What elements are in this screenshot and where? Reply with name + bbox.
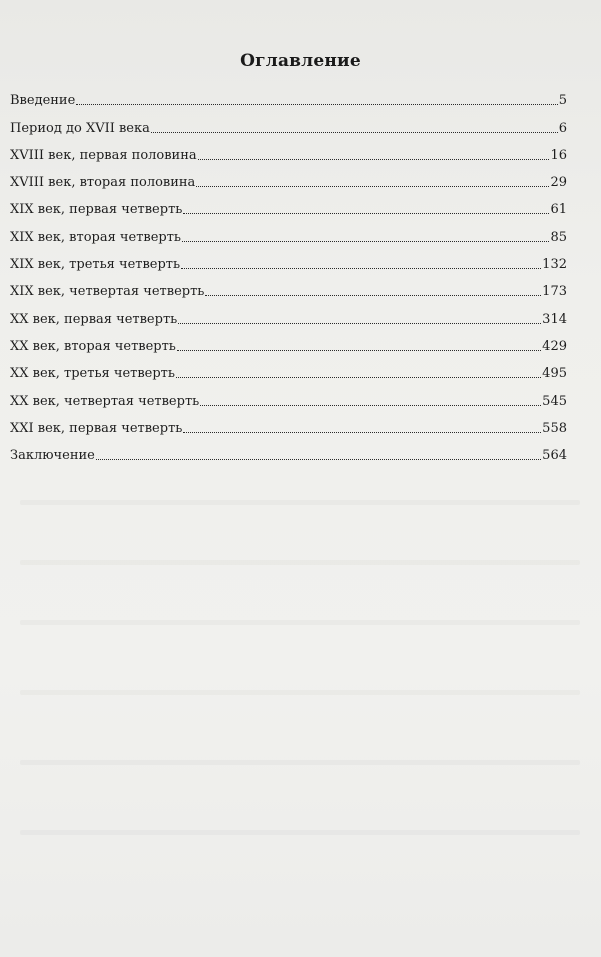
toc-entry[interactable] bbox=[10, 410, 567, 437]
toc-entry-page-number: 558 bbox=[542, 420, 567, 436]
toc-entry[interactable] bbox=[10, 273, 567, 300]
toc-entry-page-number: 314 bbox=[542, 311, 567, 327]
dot-leader bbox=[177, 350, 541, 351]
dot-leader bbox=[183, 213, 549, 214]
dot-leader bbox=[182, 241, 549, 242]
toc-entry-page-number: 132 bbox=[542, 257, 567, 273]
dot-leader bbox=[183, 432, 541, 433]
toc-entry[interactable] bbox=[10, 355, 567, 382]
dot-leader bbox=[178, 323, 541, 324]
toc-entry-page-number: 564 bbox=[542, 448, 567, 464]
toc-entry[interactable] bbox=[10, 191, 567, 218]
toc-entry[interactable] bbox=[10, 328, 567, 355]
toc-entry[interactable] bbox=[10, 137, 567, 164]
dot-leader bbox=[176, 377, 541, 378]
toc-entry[interactable] bbox=[10, 218, 567, 245]
toc-entry[interactable] bbox=[10, 82, 567, 109]
bleed-through-line bbox=[20, 760, 580, 765]
toc-entry[interactable] bbox=[10, 300, 567, 327]
table-of-contents bbox=[10, 82, 567, 464]
toc-entry-label: XIX век, четвертая четверть bbox=[10, 284, 205, 300]
toc-entry-label: Введение bbox=[10, 93, 76, 109]
dot-leader bbox=[181, 268, 541, 269]
toc-entry-page-number: 545 bbox=[542, 393, 567, 409]
dot-leader bbox=[96, 459, 541, 460]
dot-leader bbox=[198, 159, 550, 160]
toc-entry-label: XX век, третья четверть bbox=[10, 366, 175, 382]
dot-leader bbox=[205, 295, 541, 296]
toc-entry[interactable] bbox=[10, 437, 567, 464]
bleed-through-line bbox=[20, 500, 580, 505]
toc-entry-label: XIX век, третья четверть bbox=[10, 257, 181, 273]
toc-entry-label: XIX век, вторая четверть bbox=[10, 229, 182, 245]
toc-entry[interactable] bbox=[10, 109, 567, 136]
page-title: Оглавление bbox=[240, 51, 361, 71]
toc-entry-label: XIX век, первая четверть bbox=[10, 202, 183, 218]
toc-entry[interactable] bbox=[10, 382, 567, 409]
toc-entry-page-number: 16 bbox=[550, 147, 567, 163]
toc-entry-page-number: 5 bbox=[558, 93, 567, 109]
toc-entry-label: XVIII век, первая половина bbox=[10, 147, 197, 163]
toc-entry-label: XX век, вторая четверть bbox=[10, 338, 176, 354]
dot-leader bbox=[76, 104, 557, 105]
toc-entry-page-number: 29 bbox=[550, 175, 567, 191]
toc-entry-page-number: 85 bbox=[550, 229, 567, 245]
dot-leader bbox=[196, 186, 549, 187]
toc-entry-page-number: 61 bbox=[550, 202, 567, 218]
toc-entry-label: XX век, четвертая четверть bbox=[10, 393, 200, 409]
toc-entry-label: XXI век, первая четверть bbox=[10, 420, 183, 436]
bleed-through-line bbox=[20, 560, 580, 565]
bleed-through-line bbox=[20, 830, 580, 835]
toc-entry-page-number: 6 bbox=[558, 120, 567, 136]
toc-entry[interactable] bbox=[10, 246, 567, 273]
dot-leader bbox=[200, 405, 541, 406]
toc-entry-page-number: 429 bbox=[542, 338, 567, 354]
toc-entry[interactable] bbox=[10, 164, 567, 191]
toc-entry-label: XVIII век, вторая половина bbox=[10, 175, 196, 191]
bleed-through-line bbox=[20, 620, 580, 625]
dot-leader bbox=[151, 132, 558, 133]
toc-entry-label: XX век, первая четверть bbox=[10, 311, 178, 327]
toc-entry-label: Заключение bbox=[10, 448, 95, 464]
toc-entry-page-number: 173 bbox=[542, 284, 567, 300]
toc-entry-page-number: 495 bbox=[542, 366, 567, 382]
toc-entry-label: Период до XVII века bbox=[10, 120, 150, 136]
bleed-through-line bbox=[20, 690, 580, 695]
